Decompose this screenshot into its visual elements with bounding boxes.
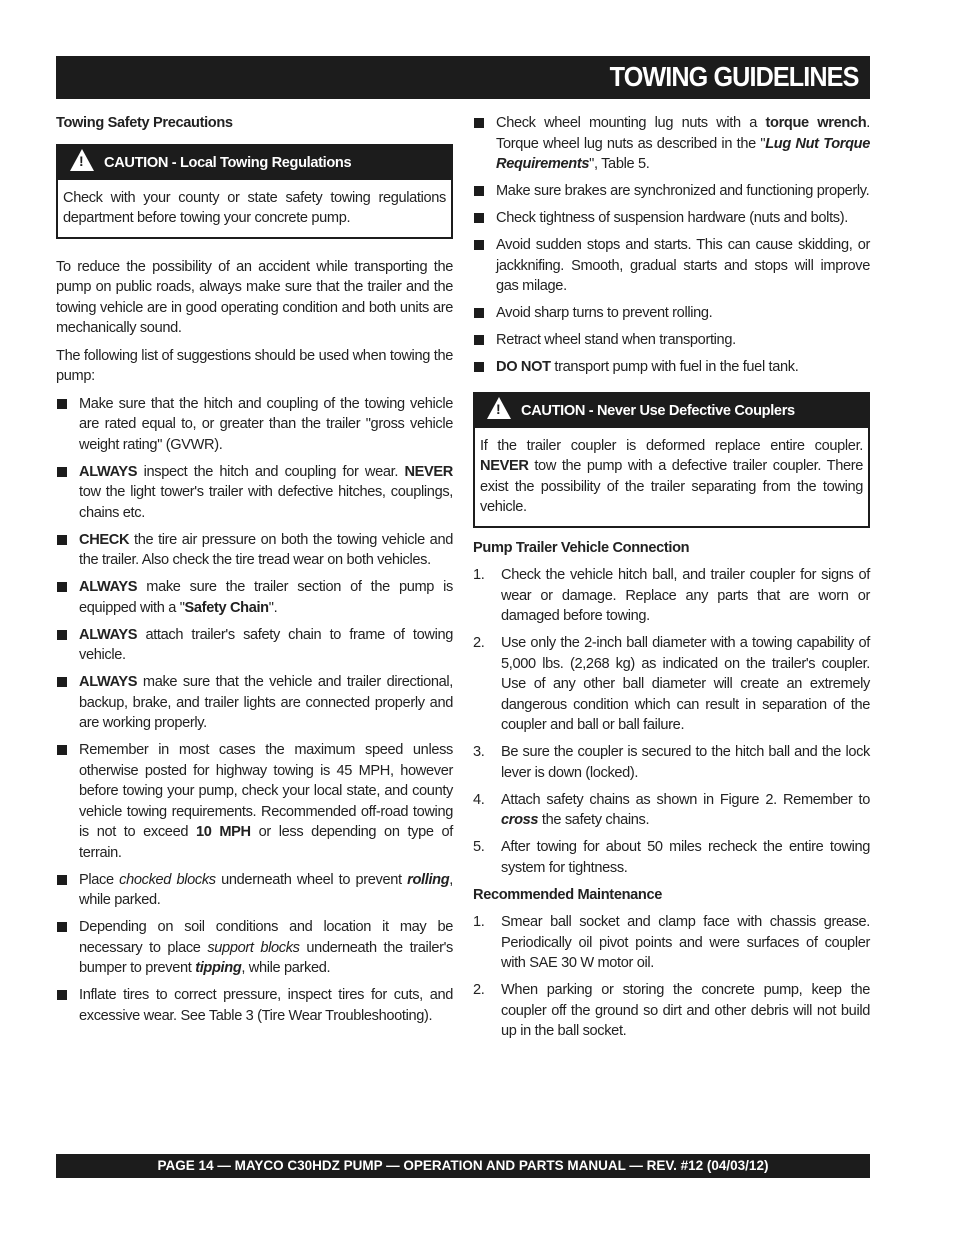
title-bar <box>56 56 870 99</box>
left-column <box>56 113 453 1033</box>
bullet-square-icon <box>57 990 67 1000</box>
bullet-square-icon <box>57 467 67 477</box>
bullet-square-icon <box>474 186 484 196</box>
section-title-connection: Pump Trailer Vehicle Connection <box>473 539 690 556</box>
list-item: 2. Use only the 2-inch ball diameter with a towing capability of 5,000 lbs. (2,268 kg) as indicated on the trailer's coupler. Use of any other ball diameter will create an extremely dangerous condition which can result in separation of the coupler and ball or ball failure. <box>473 635 870 733</box>
intro-paragraph: To reduce the possibility of an accident while transporting the pump on public roads, always make sure that the trailer and the towing vehicle are in good operating condition and both units are mechanically sound. <box>56 258 453 336</box>
warning-triangle-icon: ! <box>70 149 94 171</box>
caution-title: CAUTION - Never Use Defective Couplers <box>521 402 795 419</box>
list-item: Avoid sharp turns to prevent rolling. <box>473 303 870 324</box>
bullet-square-icon <box>57 745 67 755</box>
bullet-square-icon <box>474 362 484 372</box>
list-item: CHECK the tire air pressure on both the towing vehicle and the trailer. Also check the tire tread wear on both vehicles. <box>56 530 453 571</box>
list-intro-paragraph: The following list of suggestions should be used when towing the pump: <box>56 347 453 384</box>
list-item: Depending on soil conditions and location it may be necessary to place support blocks underneath the trailer's bumper to prevent tipping, while parked. <box>56 917 453 979</box>
bullet-square-icon <box>474 118 484 128</box>
caution-header <box>58 146 451 180</box>
towing-checks-list <box>473 113 870 378</box>
list-item: Check wheel mounting lug nuts with a torque wrench. Torque wheel lug nuts as described in the "Lug Nut Torque Requirements", Table 5. <box>473 113 870 175</box>
caution-header <box>475 394 868 428</box>
caution-box-local-regulations <box>56 144 453 239</box>
list-item: 1. Check the vehicle hitch ball, and trailer coupler for signs of wear or damage. Replace any parts that are worn or damaged before towing. <box>473 567 870 624</box>
towing-suggestions-list <box>56 394 453 1027</box>
list-item: Check tightness of suspension hardware (nuts and bolts). <box>473 208 870 229</box>
page-footer: PAGE 14 — MAYCO C30HDZ PUMP — OPERATION AND PARTS MANUAL — REV. #12 (04/03/12) <box>56 1154 870 1178</box>
list-item: ALWAYS attach trailer's safety chain to frame of towing vehicle. <box>56 625 453 666</box>
page-title: TOWING GUIDELINES <box>609 61 858 92</box>
caution-title: CAUTION - Local Towing Regulations <box>104 154 352 171</box>
section-title-towing-safety: Towing Safety Precautions <box>56 115 233 131</box>
caution-body: If the trailer coupler is deformed replace entire coupler. NEVER tow the pump with a defective trailer coupler. There exist the possibility of the trailer separating from the towing vehicle. <box>480 437 863 515</box>
list-item: Place chocked blocks underneath wheel to prevent rolling, while parked. <box>56 870 453 911</box>
caution-body: Check with your county or state safety towing regulations department before towing your concrete pump. <box>63 189 446 226</box>
list-item: 1. Smear ball socket and clamp face with chassis grease. Periodically oil pivot points and were surfaces of coupler with SAE 30 W motor oil. <box>473 914 870 971</box>
right-column <box>473 113 870 1048</box>
list-item: ALWAYS make sure the trailer section of the pump is equipped with a "Safety Chain". <box>56 577 453 618</box>
list-item: Make sure that the hitch and coupling of the towing vehicle are rated equal to, or greater than the trailer "gross vehicle weight rating" (GVWR). <box>56 394 453 456</box>
maintenance-steps-list <box>473 912 870 1042</box>
bullet-square-icon <box>57 630 67 640</box>
bullet-square-icon <box>57 922 67 932</box>
list-item: 5. After towing for about 50 miles recheck the entire towing system for tightness. <box>473 839 870 876</box>
bullet-square-icon <box>57 535 67 545</box>
list-item: 3. Be sure the coupler is secured to the hitch ball and the lock lever is down (locked). <box>473 744 870 781</box>
list-item: Retract wheel stand when transporting. <box>473 330 870 351</box>
list-item: Inflate tires to correct pressure, inspect tires for cuts, and excessive wear. See Table 3 (Tire Wear Troubleshooting). <box>56 985 453 1026</box>
connection-steps-list <box>473 565 870 878</box>
bullet-square-icon <box>57 875 67 885</box>
list-item: ALWAYS inspect the hitch and coupling for wear. NEVER tow the light tower's trailer with defective hitches, couplings, chains etc. <box>56 462 453 524</box>
bullet-square-icon <box>474 213 484 223</box>
list-item: 4. Attach safety chains as shown in Figure 2. Remember to cross the safety chains. <box>473 791 870 828</box>
list-item: DO NOT transport pump with fuel in the fuel tank. <box>473 357 870 378</box>
caution-box-defective-couplers <box>473 392 870 528</box>
bullet-square-icon <box>57 582 67 592</box>
bullet-square-icon <box>474 308 484 318</box>
list-item: Avoid sudden stops and starts. This can cause skidding, or jackknifing. Smooth, gradual starts and stops will improve gas milage. <box>473 235 870 297</box>
list-item: Remember in most cases the maximum speed unless otherwise posted for highway towing is 45 MPH, however before towing your pump, check your local state, and county vehicle towing requirements. Recommended off-road towing is not to exceed 10 MPH or less depending on type of terrain. <box>56 740 453 863</box>
section-title-maintenance: Recommended Maintenance <box>473 886 663 903</box>
bullet-square-icon <box>57 399 67 409</box>
list-item: 2. When parking or storing the concrete pump, keep the coupler off the ground so dirt and other debris will not build up in the ball socket. <box>473 982 870 1039</box>
list-item: Make sure brakes are synchronized and functioning properly. <box>473 181 870 202</box>
bullet-square-icon <box>474 335 484 345</box>
warning-triangle-icon: ! <box>487 397 511 419</box>
bullet-square-icon <box>474 240 484 250</box>
bullet-square-icon <box>57 677 67 687</box>
list-item: ALWAYS make sure that the vehicle and trailer directional, backup, brake, and trailer lights are connected properly and are working properly. <box>56 672 453 734</box>
